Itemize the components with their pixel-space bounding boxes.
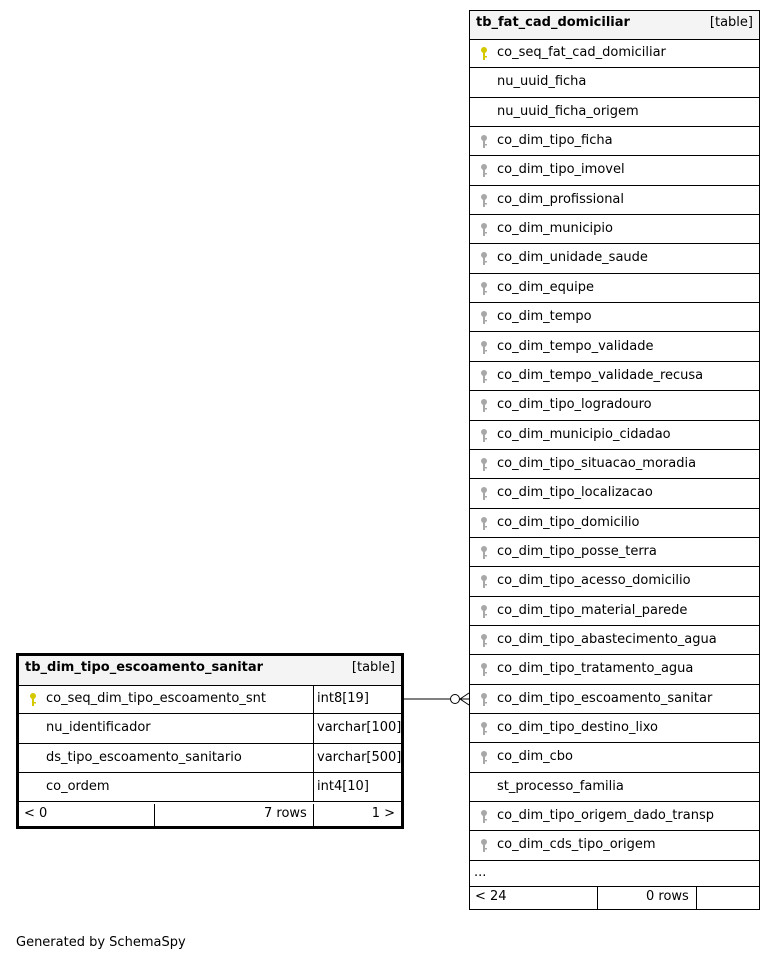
column-name: ds_tipo_escoamento_sanitario <box>46 749 242 765</box>
column-name: co_dim_tipo_escoamento_sanitar <box>497 690 713 706</box>
column-type: varchar[500] <box>317 749 402 765</box>
column-name: co_dim_tempo_validade <box>497 338 654 354</box>
column-name: co_dim_tipo_imovel <box>497 162 625 178</box>
table-kind: [table] <box>351 660 395 675</box>
column-name: co_dim_tipo_abastecimento_agua <box>497 632 717 647</box>
column-name: co_dim_tipo_ficha <box>497 133 613 149</box>
column-name: co_dim_tipo_logradouro <box>497 397 652 413</box>
column-name: st_processo_familia <box>497 778 624 794</box>
zero-cardinality-mark <box>451 695 460 704</box>
column-name: co_seq_dim_tipo_escoamento_snt <box>46 691 266 706</box>
column-name: nu_uuid_ficha <box>497 74 587 90</box>
column-name: co_dim_tempo_validade_recusa <box>497 367 704 383</box>
column-name: co_dim_tipo_situacao_moradia <box>497 455 697 471</box>
crowfoot-lower <box>460 699 469 705</box>
table-name: tb_dim_tipo_escoamento_sanitar <box>25 660 264 675</box>
column-name: co_dim_tempo <box>497 309 592 325</box>
column-name: co_dim_cbo <box>497 749 573 765</box>
column-type: int4[10] <box>317 778 369 794</box>
footer-children: 1 > <box>371 806 395 821</box>
column-name: co_dim_unidade_saude <box>497 250 648 266</box>
column-name: co_seq_fat_cad_domiciliar <box>497 45 666 60</box>
column-name: co_dim_tipo_tratamento_agua <box>497 661 694 677</box>
column-type: int8[19] <box>317 691 369 706</box>
column-name: co_ordem <box>46 778 110 794</box>
column-name: co_dim_profissional <box>497 191 625 207</box>
table-kind: [table] <box>709 15 753 30</box>
column-name: co_dim_municipio <box>497 221 613 237</box>
column-name: co_dim_cds_tipo_origem <box>497 837 656 853</box>
table-name: tb_fat_cad_domiciliar <box>476 15 630 30</box>
column-name: co_dim_equipe <box>497 279 594 295</box>
column-name: co_dim_tipo_acesso_domicilio <box>497 573 691 589</box>
column-name: co_dim_tipo_domicilio <box>497 514 640 530</box>
column-name: co_dim_tipo_destino_lixo <box>497 720 658 736</box>
footer-rows: 7 rows <box>264 806 307 821</box>
generated-by-label: Generated by SchemaSpy <box>16 935 186 950</box>
footer-parents: < 24 <box>475 889 507 904</box>
footer-parents: < 0 <box>24 806 48 821</box>
ellipsis: ... <box>474 865 487 880</box>
column-name: co_dim_municipio_cidadao <box>497 426 671 442</box>
footer-rows: 0 rows <box>646 889 689 904</box>
column-name: nu_identificador <box>46 720 151 736</box>
column-name: co_dim_tipo_origem_dado_transp <box>497 808 714 824</box>
column-type: varchar[100] <box>317 720 402 736</box>
column-name: co_dim_tipo_localizacao <box>497 485 653 501</box>
crowfoot-upper <box>460 693 469 699</box>
column-name: nu_uuid_ficha_origem <box>497 103 639 119</box>
column-name: co_dim_tipo_material_parede <box>497 602 688 618</box>
column-name: co_dim_tipo_posse_terra <box>497 543 657 559</box>
